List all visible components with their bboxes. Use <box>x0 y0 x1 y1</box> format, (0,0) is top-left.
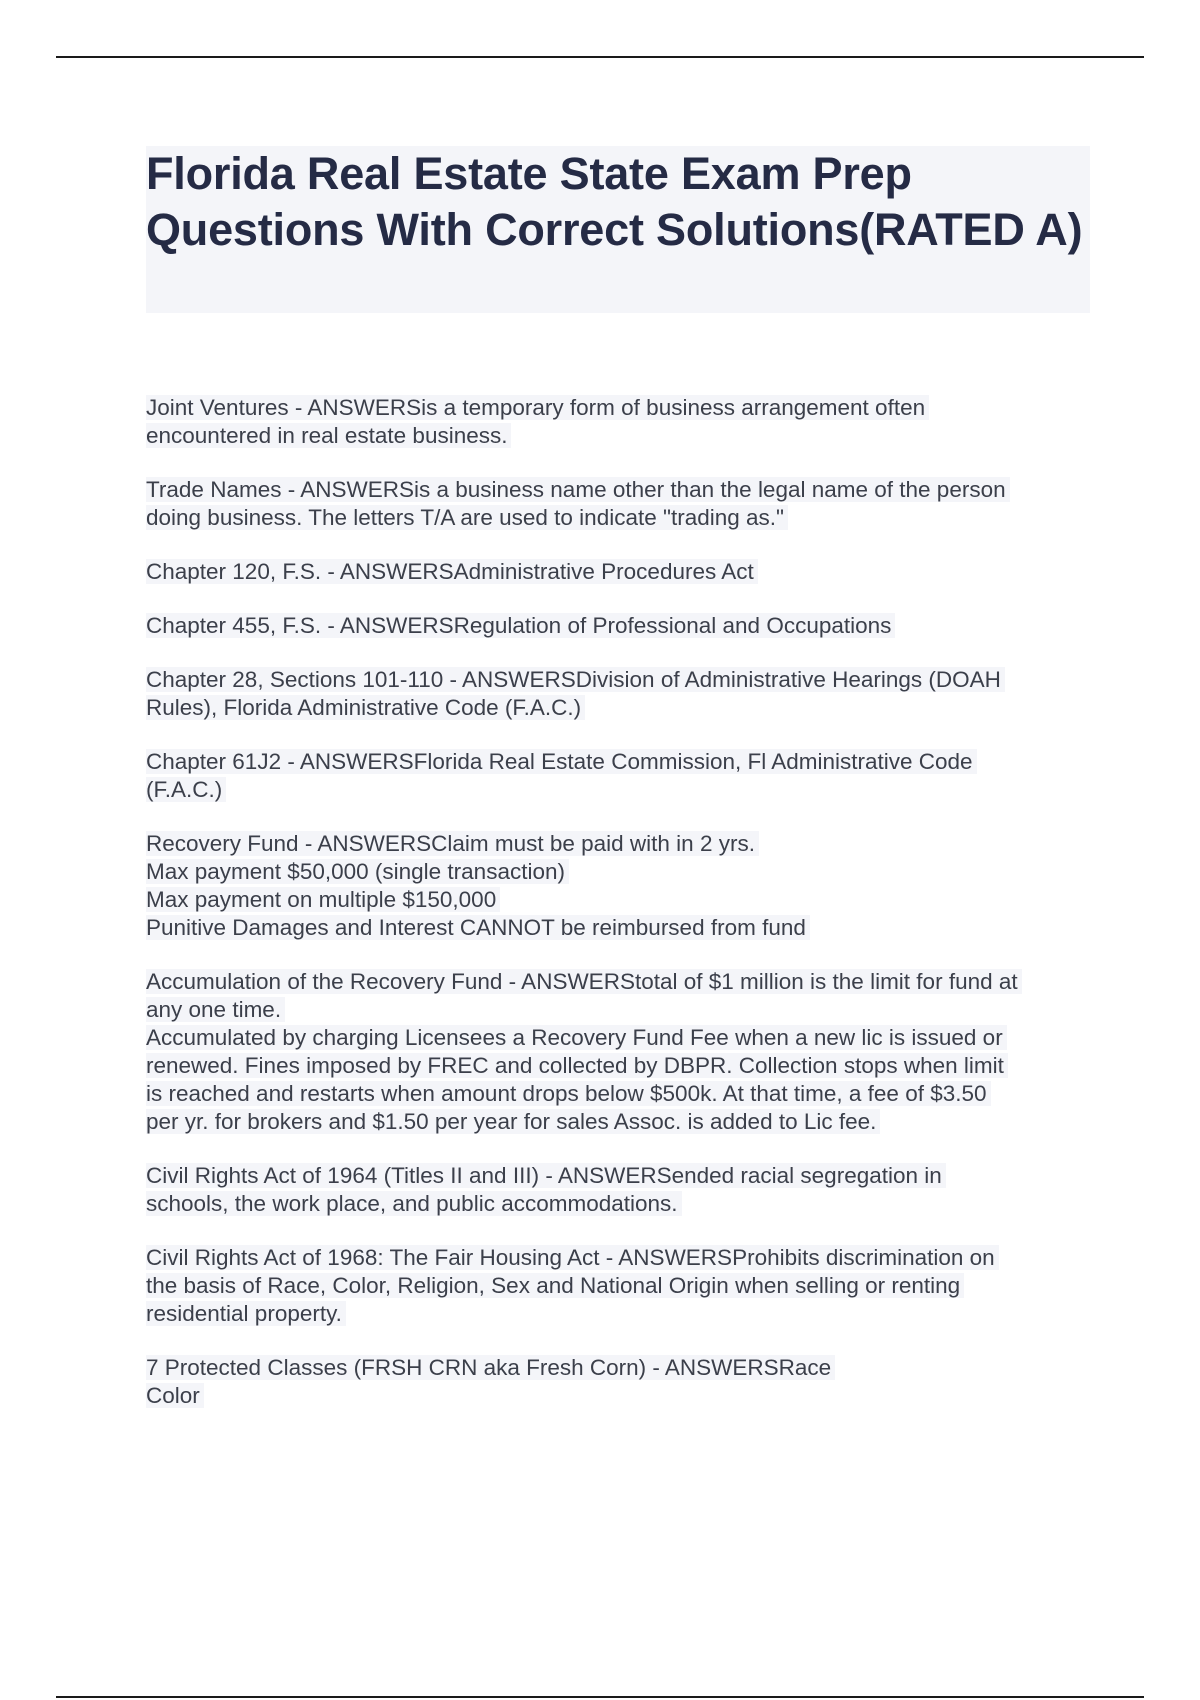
qa-line: doing business. The letters T/A are used to indicate "trading as." <box>146 505 788 530</box>
qa-line: Civil Rights Act of 1964 (Titles II and III) - ANSWERSended racial segregation in <box>146 1163 946 1188</box>
qa-item <box>146 1244 1096 1328</box>
qa-item <box>146 612 1096 640</box>
qa-line: Chapter 455, F.S. - ANSWERSRegulation of Professional and Occupations <box>146 613 895 638</box>
qa-line: Joint Ventures - ANSWERSis a temporary form of business arrangement often <box>146 395 929 420</box>
qa-item <box>146 830 1096 942</box>
qa-item <box>146 394 1096 450</box>
qa-line: per yr. for brokers and $1.50 per year for sales Assoc. is added to Lic fee. <box>146 1109 880 1134</box>
title-block <box>146 146 1090 313</box>
qa-line: Trade Names - ANSWERSis a business name other than the legal name of the person <box>146 477 1010 502</box>
bottom-divider <box>56 1696 1144 1698</box>
qa-item <box>146 748 1096 804</box>
qa-item <box>146 476 1096 532</box>
qa-line: Color <box>146 1383 204 1408</box>
qa-line: Max payment on multiple $150,000 <box>146 887 500 912</box>
qa-line: renewed. Fines imposed by FREC and collected by DBPR. Collection stops when limit <box>146 1053 1008 1078</box>
qa-line: is reached and restarts when amount drops below $500k. At that time, a fee of $3.50 <box>146 1081 991 1106</box>
qa-line: 7 Protected Classes (FRSH CRN aka Fresh Corn) - ANSWERSRace <box>146 1355 835 1380</box>
qa-line: Recovery Fund - ANSWERSClaim must be paid with in 2 yrs. <box>146 831 759 856</box>
qa-line: residential property. <box>146 1301 346 1326</box>
qa-line: Chapter 28, Sections 101-110 - ANSWERSDivision of Administrative Hearings (DOAH <box>146 667 1005 692</box>
qa-line: Accumulated by charging Licensees a Recovery Fund Fee when a new lic is issued or <box>146 1025 1007 1050</box>
qa-line: Accumulation of the Recovery Fund - ANSWERStotal of $1 million is the limit for fund at <box>146 969 1022 994</box>
qa-line: any one time. <box>146 997 285 1022</box>
qa-line: encountered in real estate business. <box>146 423 511 448</box>
qa-line: Civil Rights Act of 1968: The Fair Housing Act - ANSWERSProhibits discrimination on <box>146 1245 999 1270</box>
qa-item <box>146 558 1096 586</box>
qa-line: Max payment $50,000 (single transaction) <box>146 859 569 884</box>
qa-line: Punitive Damages and Interest CANNOT be reimbursed from fund <box>146 915 810 940</box>
qa-line: the basis of Race, Color, Religion, Sex and National Origin when selling or renting <box>146 1273 964 1298</box>
document-title: Florida Real Estate State Exam Prep Questions With Correct Solutions(RATED A) <box>146 148 1083 255</box>
qa-item <box>146 1162 1096 1218</box>
top-divider <box>56 56 1144 58</box>
qa-line: Chapter 61J2 - ANSWERSFlorida Real Estate Commission, Fl Administrative Code <box>146 749 977 774</box>
qa-item <box>146 968 1096 1136</box>
qa-item <box>146 666 1096 722</box>
qa-item <box>146 1354 1096 1410</box>
qa-line: Chapter 120, F.S. - ANSWERSAdministrative Procedures Act <box>146 559 758 584</box>
qa-line: schools, the work place, and public accommodations. <box>146 1191 682 1216</box>
qa-line: Rules), Florida Administrative Code (F.A.C.) <box>146 695 585 720</box>
qa-line: (F.A.C.) <box>146 777 226 802</box>
qa-list <box>146 394 1096 1436</box>
